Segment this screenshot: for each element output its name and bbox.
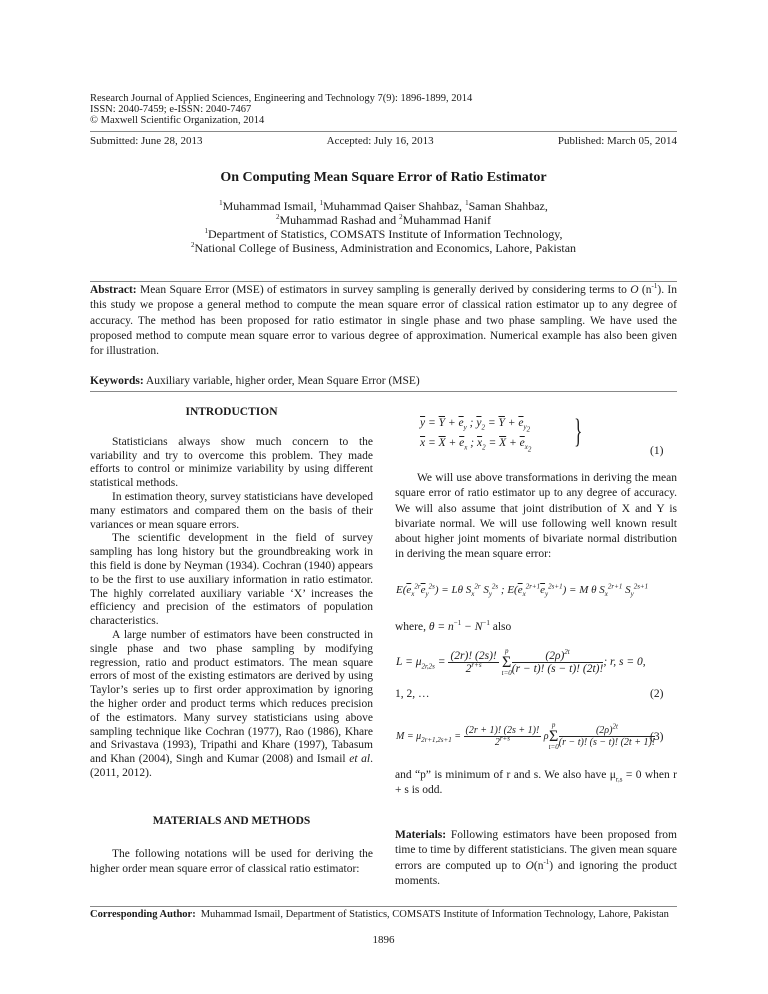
equation-3-number: (3) <box>650 731 664 743</box>
methods-paragraph: The following notations will be used for deriving the higher order mean square error of classical ratio estimator: <box>90 848 373 875</box>
intro-paragraph: A large number of estimators have been constructed in single phase and two phase sampling by modifying regression, ratio and product estimators. The mean square errors of most of the existing estimators are derived by using Taylor’s series up to first order approximation by ignoring the higher order and product terms which reduces precision of the estimators. Many survey statisticians using above sampling technique like Cochran (1977), Rao (1986), Khare and Srivastava (1993), Tripathi and Khare (1997), Tabasum and Khan (2004), Singh and Kumar (2008) and Ismail et al. (2011, 2012). <box>90 628 373 779</box>
intro-paragraph: The scientific development in the field of survey sampling has long history but the groundbreaking work in this field is done by Neyman (1934). Cochran (1940) appears to be the first to use auxiliary information in ratio estimator. The highly correlated auxiliary variable ‘X’ increases the efficiency and precision of the estimators of population characteristics. <box>90 532 373 628</box>
intro-paragraph: In estimation theory, survey statisticians have developed many estimators and compared them on the basis of their variances or mean square errors. <box>90 490 373 531</box>
authors-line-2: $^2$Muhammad Rashad and $^2$Muhammad Hanif <box>276 213 491 227</box>
copyright: © Maxwell Scientific Organization, 2014 <box>90 115 265 126</box>
header-rule <box>90 131 677 132</box>
equation-1-number: (1) <box>650 445 664 457</box>
theta-definition: where, $\theta = n^{-1} - N^{-1}$ also <box>395 619 512 633</box>
equation-2-continued: 1, 2, … <box>395 688 430 700</box>
equation-1: $\overline{y} = \overline{Y} + \overline{e}_y$ ; $\overline{y}_2 = \overline{Y} + \overline{e}_{y_2}$ $\overline{x} = \overline{X} + \overline{e}_x$ ; $\overline{x}_2 = \overline{X} + \overline{e}_{x_2}$ <box>420 417 532 454</box>
abstract-rule <box>90 281 677 282</box>
introduction-section <box>90 406 373 781</box>
submitted-date: Submitted: June 28, 2013 <box>90 135 203 147</box>
brace-icon: } <box>574 413 583 450</box>
transformations-paragraph: We will use above transformations in deriving the mean square error of ratio estimator up to any degree of accuracy. We will also assume that joint distribution of X and Y is bivariate normal. We will use following well known result about higher joint moments of bivariate normal distribution in deriving the mean square error: <box>395 472 677 561</box>
equation-2-number: (2) <box>650 688 664 700</box>
footer-rule <box>90 906 677 907</box>
introduction-heading: INTRODUCTION <box>185 406 278 418</box>
published-date: Published: March 05, 2014 <box>557 135 677 147</box>
issn: ISSN: 2040-7459; e-ISSN: 2040-7467 <box>90 104 252 115</box>
journal-name: Research Journal of Applied Sciences, Engineering and Technology 7(9): 1896-1899, 2014 <box>90 93 473 104</box>
equation-3: $M = \mu_{2r+1,2s+1}$ = $\frac{(2r + 1)! (2s + 1)!}{2^{r+s}}$ ρp Σ t=0 $\frac{(2\rho)^{2t}}{(r - t)! (s - t)! (2t + 1)!}$ <box>396 721 656 751</box>
page-number: 1896 <box>372 934 395 946</box>
paper-title: On Computing Mean Square Error of Ratio Estimator <box>220 170 547 185</box>
keywords-rule <box>90 391 677 392</box>
materials-paragraph: Materials: Following estimators have been proposed from time to time by different statisticians. The given mean square errors are computed up to $O(n^{-1})$ and ignoring the product moments. <box>395 829 677 887</box>
moment-equation: $E(\overline{e}_x^{2r}\overline{e}_y^{2s}) = L\theta$ $S_x^{2r}$ $S_y^{2s}$ ; $E(\overline{e}_x^{2r+1}\overline{e}_y^{2s+1}) = M$ θ $S_x^{2r+1}$ $S_y^{2s+1}$ <box>396 582 649 599</box>
affiliation-1: $^1$Department of Statistics, COMSATS Institute of Information Technology, <box>204 227 563 241</box>
odd-moment-note: and “p” is minimum of r and s. We also have $\mu_{r,s} = 0$ when r + s is odd. <box>395 769 677 796</box>
intro-paragraph: Statisticians always show much concern to the variability and try to overcome this problem. They made efforts to control or minimize variability by using different statistical methods. <box>90 435 373 490</box>
keywords: Keywords: Auxiliary variable, higher order, Mean Square Error (MSE) <box>90 375 420 387</box>
affiliation-2: $^2$National College of Business, Administration and Economics, Lahore, Pakistan <box>190 241 577 255</box>
abstract: Abstract: Mean Square Error (MSE) of estimators in survey sampling is generally derived by considering terms to O $(n^{-1})$. In this study we propose a general method to compute the mean square error of classical ration estimator up to any degree of accuracy. The method has been proposed for ratio estimator in single phase and two phase sampling. We have used the proposed method to compute mean square error to various degree of approximation. Numerical example has also been given for illustration. <box>90 282 677 358</box>
authors-line-1: $^1$Muhammad Ismail, $^1$Muhammad Qaiser Shahbaz, $^1$Saman Shahbaz, <box>219 199 548 213</box>
corresponding-author-text: Muhammad Ismail, Department of Statistics, COMSATS Institute of Information Technology, Lahore, Pakistan <box>200 909 669 920</box>
corresponding-author-label: Corresponding Author: <box>90 909 196 920</box>
dates-line <box>90 136 677 147</box>
corresponding-author <box>90 908 677 921</box>
methods-heading: MATERIALS AND METHODS <box>152 815 311 827</box>
accepted-date: Accepted: July 16, 2013 <box>326 135 434 147</box>
equation-2: $L = \mu_{2r,2s}$ = $\frac{(2r)! (2s)!}{2^{r+s}}$ p Σ t=0 $\frac{(2\rho)^{2t}}{(r - t)! (s - t)! (2t)!}$ ; r, s = 0, <box>396 647 646 677</box>
